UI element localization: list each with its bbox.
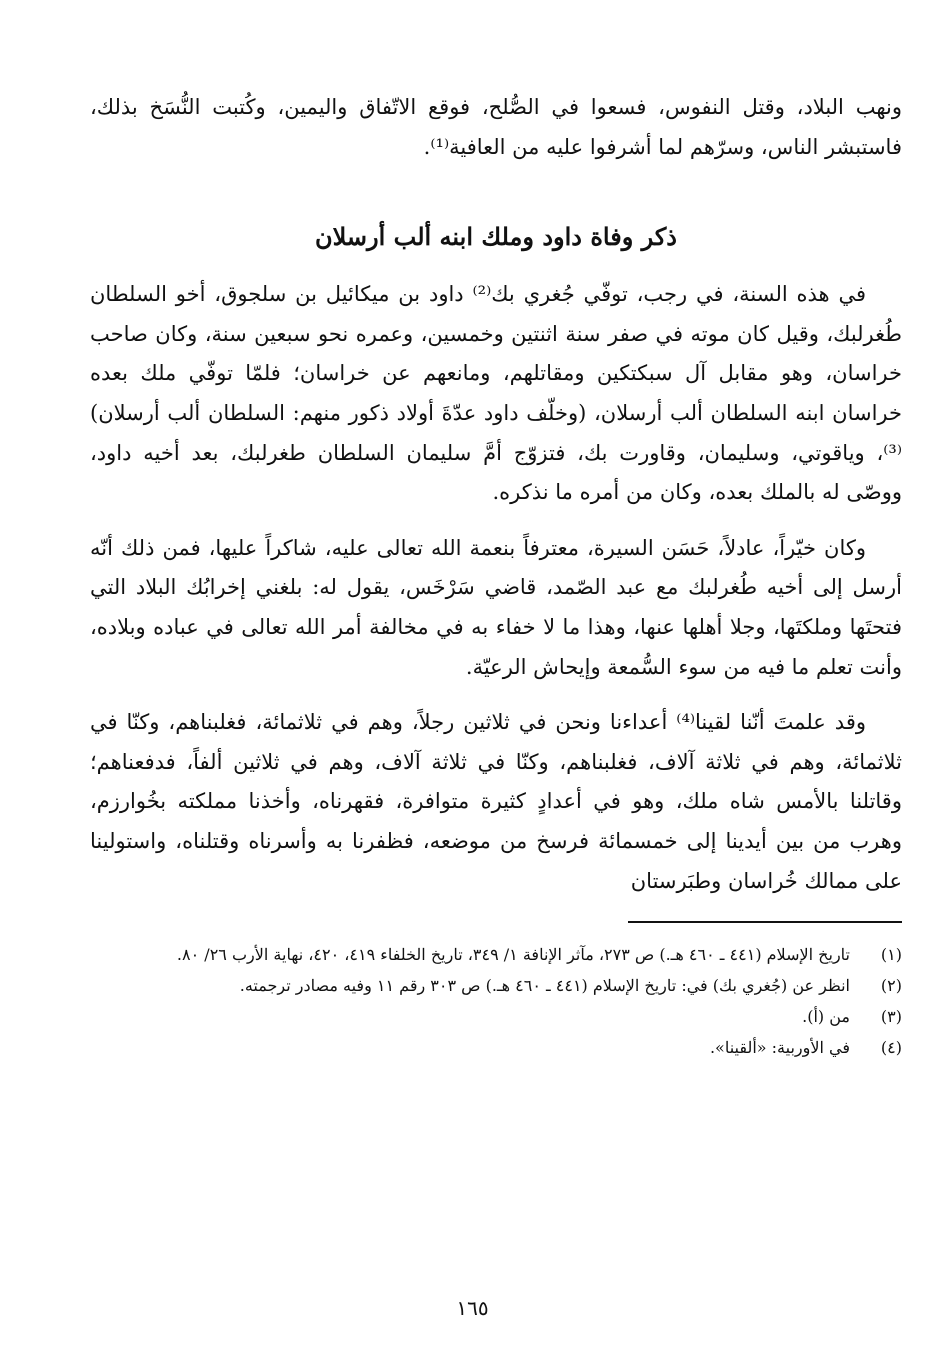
body-paragraph: في هذه السنة، في رجب، توفّي جُغري بك⁽²⁾ داود بن ميكائيل بن سلجوق، أخو السلطان طُغرلبك، وقيل كان موته في صفر سنة اثنتين وخمسين، وعمره نحو سبعين سنة، وكان صاحب خراسان، وهو مقابل آل سبكتكين ومقاتلهم، ومانعهم عن خراسان؛ فلمّا توفّي ملك بعده خراسان ابنه السلطان ألب أرسلان، (وخلّف داود عدّةَ أولاد ذكور منهم: السلطان ألب أرسلان)⁽³⁾، وياقوتي، وسليمان، وقاورت بك، فتزوّج أمَّ سليمان السلطان طغرلبك، بعد أخيه داود، ووصّى له بالملك بعده، وكان من أمره ما نذكره. bbox=[90, 282, 902, 505]
footnote-item bbox=[90, 1003, 902, 1030]
footnote-item bbox=[90, 972, 902, 999]
footnote-item bbox=[90, 1034, 902, 1061]
footnote-text: تاريخ الإسلام (٤٤١ ـ ٤٦٠ هـ.) ص ٢٧٣، مآثر الإنافة ١/ ٣٤٩، تاريخ الخلفاء ٤١٩، ٤٢٠، نهاية الأرب ٢٦/ ٨٠. bbox=[176, 945, 850, 965]
footnote-number: (٣) bbox=[880, 1007, 902, 1027]
footnote-text: انظر عن (جُغري بك) في: تاريخ الإسلام (٤٤١ ـ ٤٦٠ هـ.) ص ٣٠٣ رقم ١١ وفيه مصادر ترجمته. bbox=[239, 976, 850, 996]
page-body bbox=[90, 88, 902, 1065]
section-heading: ذكر وفاة داود وملك ابنه ألب أرسلان bbox=[314, 222, 677, 252]
footnotes bbox=[90, 941, 902, 1061]
footnote-separator bbox=[628, 921, 902, 923]
footnote-number: (١) bbox=[880, 945, 902, 965]
page-number: ١٦٥ bbox=[456, 1296, 489, 1320]
footnote-text: من (أ). bbox=[802, 1007, 850, 1027]
body-paragraph: وقد علمتَ أنّنا لقينا⁽⁴⁾ أعداءنا ونحن في ثلاثين رجلاً، وهم في ثلاثمائة، فغلبناهم، وكنّا في ثلاثمائة، وهم في ثلاثة آلاف، فغلبناهم، وكنّا في ثلاثة آلاف، وهم في ثلاثين ألفاً، فدفعناهم؛ وقاتلنا بالأمس شاه ملك، وهو في أعدادٍ كثيرة متوافرة، فقهرناه، وأخذنا مملكته بخُوارزم، وهرب من بين أيدينا إلى خمسمائة فرسخ من موضعه، فظفرنا به وأسرناه وقتلناه، واستولينا على ممالك خُراسان وطبَرستان bbox=[90, 710, 902, 893]
footnote-item bbox=[90, 941, 902, 968]
footnote-number: (٤) bbox=[880, 1038, 902, 1058]
continuation-paragraph: ونهب البلاد، وقتل النفوس، فسعوا في الصُّلح، فوقع الاتّفاق واليمين، وكُتبت النُّسَخ بذلك، فاستبشر الناس، وسرّهم لما أشرفوا عليه من العافية⁽¹⁾. bbox=[90, 95, 902, 159]
footnote-text: في الأوربية: «ألقينا». bbox=[709, 1038, 850, 1058]
footnote-number: (٢) bbox=[880, 976, 902, 996]
body-paragraph: وكان خيّراً، عادلاً، حَسَن السيرة، معترفاً بنعمة الله تعالى عليه، شاكراً عليها، فمن ذلك أنّه أرسل إلى أخيه طُغرلبك مع عبد الصّمد، قاضي سَرْخَس، يقول له: بلغني إخرابُك البلاد التي فتحتَها وملكتَها، وجلا أهلها عنها، وهذا ما لا خفاء به في مخالفة أمر الله تعالى في عباده وبلاده، وأنت تعلم ما فيه من سوء السُّمعة وإيحاش الرعيّة. bbox=[90, 535, 902, 679]
